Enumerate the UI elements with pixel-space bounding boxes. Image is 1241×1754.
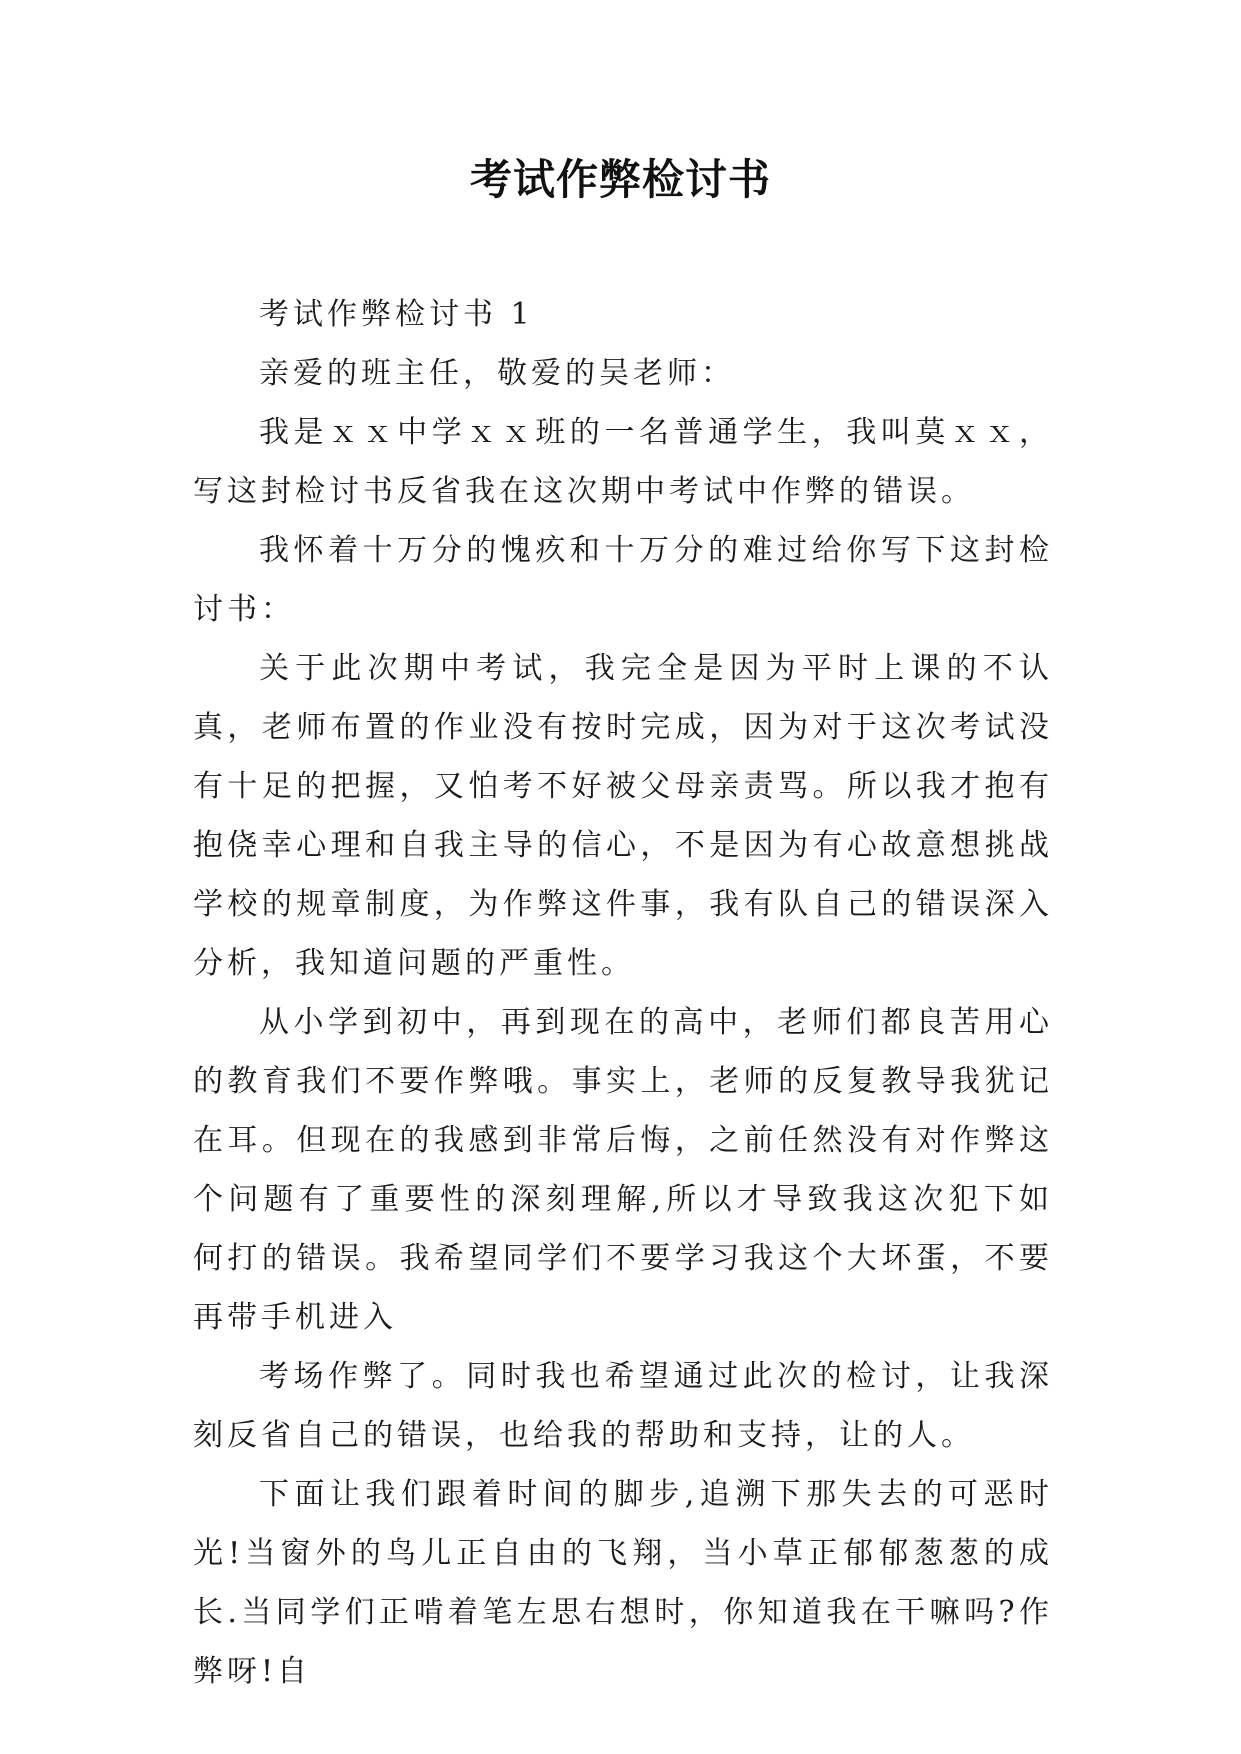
body-paragraph: 考场作弊了。同时我也希望通过此次的检讨，让我深刻反省自己的错误，也给我的帮助和支持，让的人。 bbox=[193, 1359, 1053, 1453]
body-paragraph: 关于此次期中考试，我完全是因为平时上课的不认真，老师布置的作业没有按时完成，因为对于这次考试没有十足的把握，又怕考不好被父母亲责骂。所以我才抱有抱侥幸心理和自我主导的信心，不是因为有心故意想挑战学校的规章制度，为作弊这件事，我有队自己的错误深入分析，我知道问题的严重性。 bbox=[193, 651, 1053, 981]
body-paragraph: 我怀着十万分的愧疚和十万分的难过给你写下这封检讨书： bbox=[193, 533, 1053, 627]
body-paragraph: 我是ｘｘ中学ｘｘ班的一名普通学生，我叫莫ｘｘ，写这封检讨书反省我在这次期中考试中作弊的错误。 bbox=[193, 415, 1053, 509]
document-body bbox=[193, 285, 1053, 1701]
salutation: 亲爱的班主任，敬爱的吴老师： bbox=[259, 356, 735, 391]
body-paragraph: 从小学到初中，再到现在的高中，老师们都良苦用心的教育我们不要作弊哦。事实上，老师的反复教导我犹记在耳。但现在的我感到非常后悔，之前任然没有对作弊这个问题有了重要性的深刻理解,所以才导致我这次犯下如何打的错误。我希望同学们不要学习我这个大坏蛋，不要再带手机进入 bbox=[193, 1005, 1053, 1335]
document-title: 考试作弊检讨书 bbox=[469, 155, 771, 204]
body-paragraph: 下面让我们跟着时间的脚步,追溯下那失去的可恶时光!当窗外的鸟儿正自由的飞翔，当小草正郁郁葱葱的成长.当同学们正啃着笔左思右想时，你知道我在干嘛吗?作弊呀!自 bbox=[193, 1477, 1053, 1689]
section-heading: 考试作弊检讨书 1 bbox=[259, 297, 534, 332]
